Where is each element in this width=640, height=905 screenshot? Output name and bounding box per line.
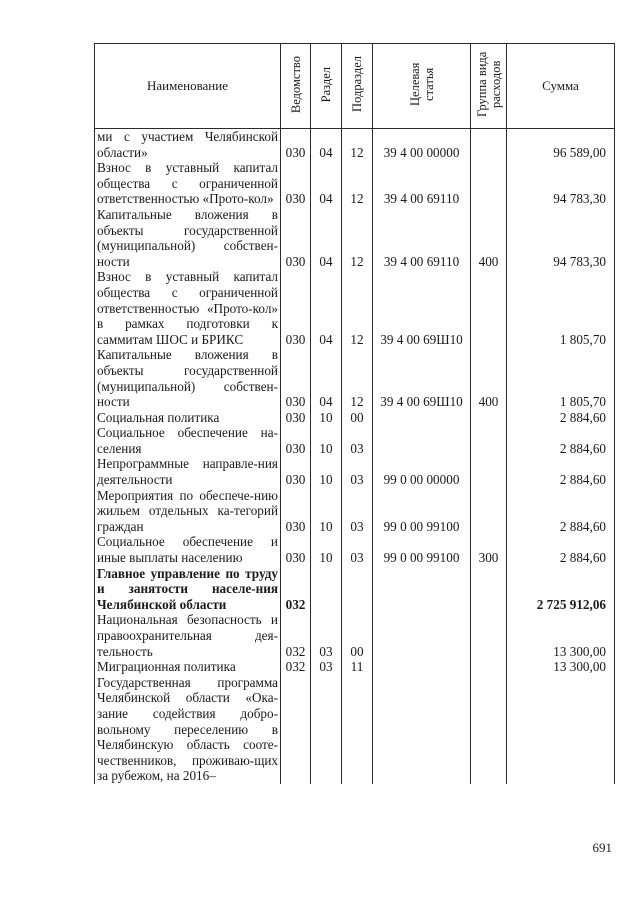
row-vedomstvo-cell: 032 (281, 612, 311, 659)
row-summa-cell: 94 783,30 (507, 207, 615, 269)
row-gruppa-cell (471, 612, 507, 659)
row-celevaya-statya-cell (373, 675, 471, 784)
page-number: 691 (592, 840, 612, 855)
table-row (95, 207, 615, 269)
row-gruppa-cell (471, 659, 507, 675)
row-summa-cell: 2 884,60 (507, 410, 615, 426)
row-celevaya-statya-cell (373, 612, 471, 659)
row-razdel-cell: 10 (311, 456, 342, 487)
row-gruppa-cell (471, 160, 507, 207)
table-row (95, 129, 615, 161)
row-razdel-cell (311, 566, 342, 613)
table-row (95, 410, 615, 426)
row-gruppa-cell (471, 488, 507, 535)
row-summa-cell: 2 884,60 (507, 425, 615, 456)
header-gruppa-vida-rashodov: Группа вида расходов (471, 44, 507, 129)
row-podrazdel-cell: 03 (342, 456, 373, 487)
budget-table (94, 43, 615, 784)
row-vedomstvo-cell: 032 (281, 659, 311, 675)
row-name-cell: Мероприятия по обеспече-нию жильем отдельных ка-тегорий граждан (95, 488, 281, 535)
table-row (95, 659, 615, 675)
row-celevaya-statya-cell: 39 4 00 69110 (373, 207, 471, 269)
row-razdel-cell: 03 (311, 659, 342, 675)
table-row (95, 456, 615, 487)
row-celevaya-statya-cell: 39 4 00 69110 (373, 160, 471, 207)
row-podrazdel-cell: 03 (342, 488, 373, 535)
row-name-cell: Взнос в уставный капитал общества с ограниченной ответственностью «Прото-кол» (95, 160, 281, 207)
row-summa-cell: 2 884,60 (507, 456, 615, 487)
row-podrazdel-cell: 00 (342, 612, 373, 659)
header-name: Наименование (95, 44, 281, 129)
row-celevaya-statya-cell: 39 4 00 69Ш10 (373, 269, 471, 347)
row-podrazdel-cell: 03 (342, 425, 373, 456)
table-row (95, 675, 615, 784)
row-gruppa-cell (471, 456, 507, 487)
row-gruppa-cell: 400 (471, 347, 507, 409)
row-razdel-cell: 10 (311, 534, 342, 565)
row-gruppa-cell (471, 566, 507, 613)
row-vedomstvo-cell: 030 (281, 347, 311, 409)
row-vedomstvo-cell: 030 (281, 534, 311, 565)
row-vedomstvo-cell (281, 675, 311, 784)
row-summa-cell: 2 725 912,06 (507, 566, 615, 613)
table-row (95, 347, 615, 409)
row-razdel-cell: 04 (311, 347, 342, 409)
row-podrazdel-cell (342, 566, 373, 613)
row-podrazdel-cell: 12 (342, 129, 373, 161)
row-celevaya-statya-cell: 39 4 00 00000 (373, 129, 471, 161)
row-name-cell: ми с участием Челябинской области» (95, 129, 281, 161)
row-podrazdel-cell (342, 675, 373, 784)
row-razdel-cell (311, 675, 342, 784)
row-vedomstvo-cell: 030 (281, 488, 311, 535)
row-razdel-cell: 10 (311, 425, 342, 456)
row-gruppa-cell (471, 675, 507, 784)
table-header (95, 44, 615, 129)
row-gruppa-cell (471, 425, 507, 456)
row-podrazdel-cell: 12 (342, 160, 373, 207)
row-gruppa-cell (471, 269, 507, 347)
row-razdel-cell: 04 (311, 129, 342, 161)
row-vedomstvo-cell: 030 (281, 207, 311, 269)
row-razdel-cell: 10 (311, 410, 342, 426)
row-summa-cell: 13 300,00 (507, 659, 615, 675)
row-name-cell: Непрограммные направле-ния деятельности (95, 456, 281, 487)
row-gruppa-cell (471, 410, 507, 426)
row-celevaya-statya-cell: 39 4 00 69Ш10 (373, 347, 471, 409)
table-row (95, 566, 615, 613)
row-name-cell: Социальное обеспечение на-селения (95, 425, 281, 456)
row-vedomstvo-cell: 030 (281, 129, 311, 161)
row-name-cell: Главное управление по труду и занятости населе-ния Челябинской области (95, 566, 281, 613)
table-row (95, 160, 615, 207)
row-name-cell: Миграционная политика (95, 659, 281, 675)
row-summa-cell: 13 300,00 (507, 612, 615, 659)
row-gruppa-cell: 300 (471, 534, 507, 565)
row-summa-cell: 1 805,70 (507, 269, 615, 347)
row-razdel-cell: 04 (311, 269, 342, 347)
row-vedomstvo-cell: 030 (281, 425, 311, 456)
table-row (95, 488, 615, 535)
row-vedomstvo-cell: 030 (281, 269, 311, 347)
row-podrazdel-cell: 00 (342, 410, 373, 426)
row-summa-cell: 94 783,30 (507, 160, 615, 207)
row-celevaya-statya-cell (373, 410, 471, 426)
header-razdel: Раздел (311, 44, 342, 129)
table-body (95, 129, 615, 784)
row-name-cell: Социальное обеспечение и иные выплаты населению (95, 534, 281, 565)
row-vedomstvo-cell: 030 (281, 456, 311, 487)
row-razdel-cell: 03 (311, 612, 342, 659)
row-celevaya-statya-cell: 99 0 00 99100 (373, 488, 471, 535)
row-vedomstvo-cell: 030 (281, 410, 311, 426)
row-podrazdel-cell: 12 (342, 207, 373, 269)
row-celevaya-statya-cell (373, 659, 471, 675)
row-vedomstvo-cell: 030 (281, 160, 311, 207)
row-vedomstvo-cell: 032 (281, 566, 311, 613)
row-razdel-cell: 10 (311, 488, 342, 535)
row-razdel-cell: 04 (311, 207, 342, 269)
row-gruppa-cell: 400 (471, 207, 507, 269)
row-name-cell: Государственная программа Челябинской области «Ока-зание содействия добро-вольному переселению в Челябинскую область соотe-чественников, проживаю-щих за рубежом, на 2016– (95, 675, 281, 784)
table-row (95, 425, 615, 456)
header-podrazdel: Подраздел (342, 44, 373, 129)
row-summa-cell: 1 805,70 (507, 347, 615, 409)
row-name-cell: Капитальные вложения в объекты государственной (муниципальной) собствен-ности (95, 347, 281, 409)
row-name-cell: Взнос в уставный капитал общества с ограниченной ответственностью «Прото-кол» в рамках подготовки к саммитам ШОС и БРИКС (95, 269, 281, 347)
table-row (95, 269, 615, 347)
row-celevaya-statya-cell (373, 566, 471, 613)
row-summa-cell: 2 884,60 (507, 534, 615, 565)
row-summa-cell: 96 589,00 (507, 129, 615, 161)
row-gruppa-cell (471, 129, 507, 161)
header-summa: Сумма (507, 44, 615, 129)
row-razdel-cell: 04 (311, 160, 342, 207)
header-vedomstvo: Ведомство (281, 44, 311, 129)
row-celevaya-statya-cell: 99 0 00 00000 (373, 456, 471, 487)
row-name-cell: Капитальные вложения в объекты государственной (муниципальной) собствен-ности (95, 207, 281, 269)
row-podrazdel-cell: 12 (342, 269, 373, 347)
row-name-cell: Национальная безопасность и правоохранительная дея-тельность (95, 612, 281, 659)
row-summa-cell (507, 675, 615, 784)
row-summa-cell: 2 884,60 (507, 488, 615, 535)
header-celevaya-statya: Целевая статья (373, 44, 471, 129)
row-podrazdel-cell: 12 (342, 347, 373, 409)
row-celevaya-statya-cell (373, 425, 471, 456)
table-row (95, 612, 615, 659)
row-podrazdel-cell: 11 (342, 659, 373, 675)
row-name-cell: Социальная политика (95, 410, 281, 426)
row-podrazdel-cell: 03 (342, 534, 373, 565)
row-celevaya-statya-cell: 99 0 00 99100 (373, 534, 471, 565)
table-row (95, 534, 615, 565)
